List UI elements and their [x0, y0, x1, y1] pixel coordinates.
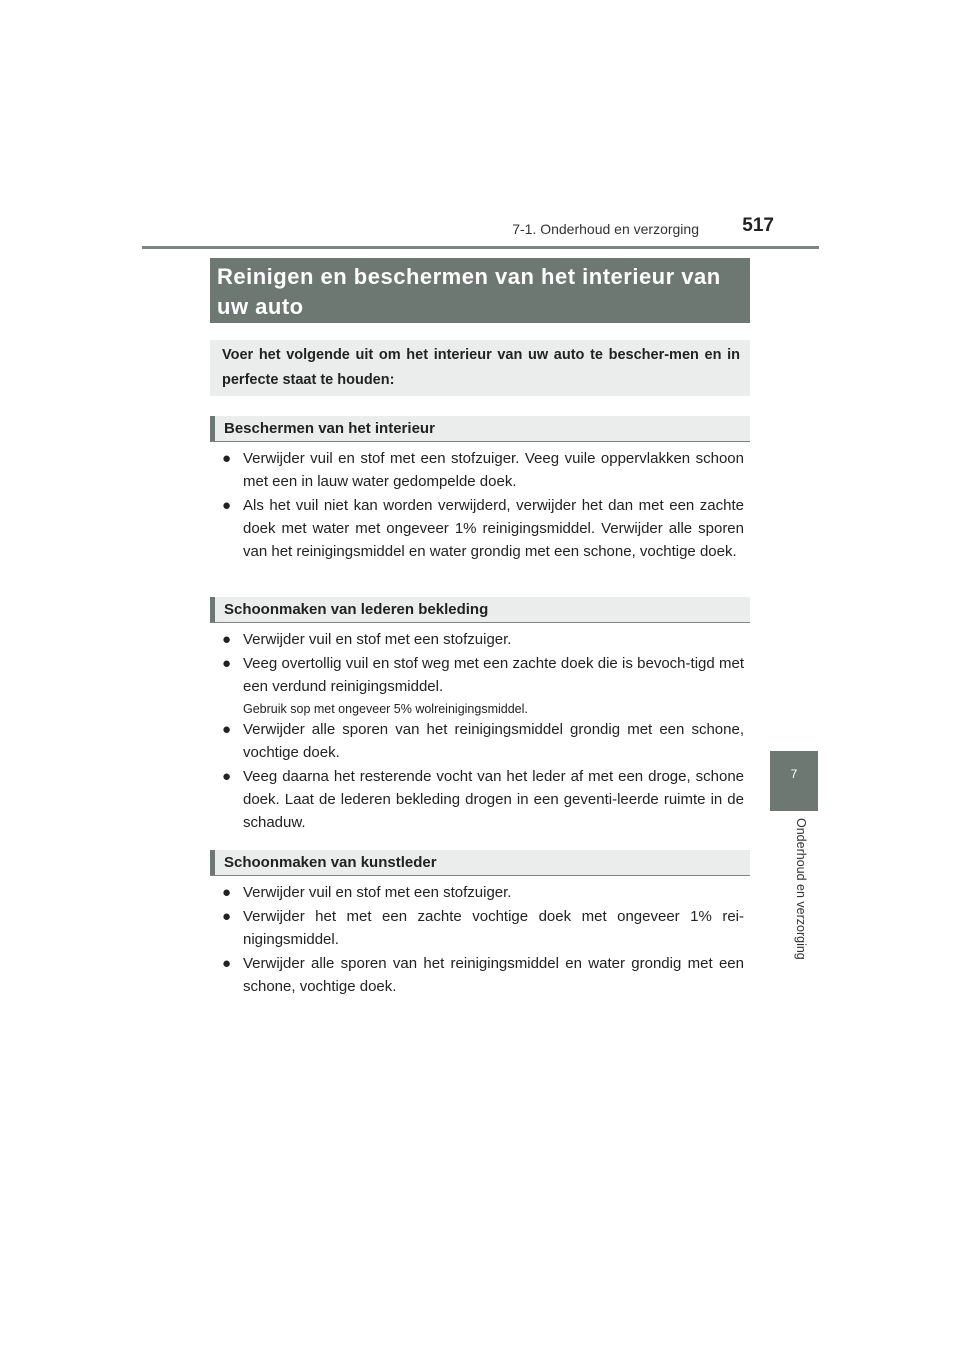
intro-box: Voer het volgende uit om het interieur van uw auto te bescher-men en in perfecte staat te houden: [210, 340, 750, 396]
list-item: ● Verwijder vuil en stof met een stofzuiger. [222, 881, 744, 904]
bullet-icon: ● [222, 884, 232, 901]
bullet-icon: ● [222, 450, 232, 467]
bullet-icon: ● [222, 908, 232, 925]
section-heading-leather: Schoonmaken van lederen bekleding [210, 597, 750, 623]
list-item: ● Verwijder vuil en stof met een stofzuiger. Veeg vuile oppervlakken schoon met een in lauw water gedompelde doek. [222, 447, 744, 493]
bullet-icon: ● [222, 955, 232, 972]
list-leather [222, 628, 744, 835]
bullet-icon: ● [222, 721, 232, 738]
section-label: 7-1. Onderhoud en verzorging [512, 221, 699, 237]
section-heading-synthetic-leather: Schoonmaken van kunstleder [210, 850, 750, 876]
page-header [142, 212, 819, 249]
list-item: ● Verwijder vuil en stof met een stofzuiger. [222, 628, 744, 651]
bullet-icon: ● [222, 631, 232, 648]
bullet-icon: ● [222, 497, 232, 514]
list-item: ● Verwijder alle sporen van het reinigingsmiddel grondig met een schone, vochtige doek. [222, 718, 744, 764]
list-item: ● Veeg daarna het resterende vocht van het leder af met een droge, schone doek. Laat de lederen bekleding drogen in een geventi-leerde ruimte in de schaduw. [222, 765, 744, 834]
bullet-icon: ● [222, 655, 232, 672]
chapter-title-vertical: Onderhoud en verzorging [794, 818, 808, 960]
bullet-icon: ● [222, 768, 232, 785]
page-title: Reinigen en beschermen van het interieur van uw auto [210, 258, 750, 323]
page-number: 517 [742, 215, 774, 236]
list-item: ● Als het vuil niet kan worden verwijderd, verwijder het dan met een zachte doek met water met ongeveer 1% reinigingsmiddel. Verwijder alle sporen van het reinigingsmiddel en water grondig met een schone, vochtige doek. [222, 494, 744, 563]
list-item: ● Veeg overtollig vuil en stof weg met een zachte doek die is bevoch-tigd met een verdund reinigingsmiddel. [222, 652, 744, 698]
chapter-tab: 7 [770, 751, 818, 811]
list-item: ● Verwijder het met een zachte vochtige doek met ongeveer 1% rei-nigingsmiddel. [222, 905, 744, 951]
section-heading-interior: Beschermen van het interieur [210, 416, 750, 442]
list-synthetic-leather [222, 881, 744, 999]
note-text: Gebruik sop met ongeveer 5% wolreinigingsmiddel. [243, 702, 528, 716]
list-item: ● Verwijder alle sporen van het reinigingsmiddel en water grondig met een schone, vochtige doek. [222, 952, 744, 998]
list-interior [222, 447, 744, 564]
